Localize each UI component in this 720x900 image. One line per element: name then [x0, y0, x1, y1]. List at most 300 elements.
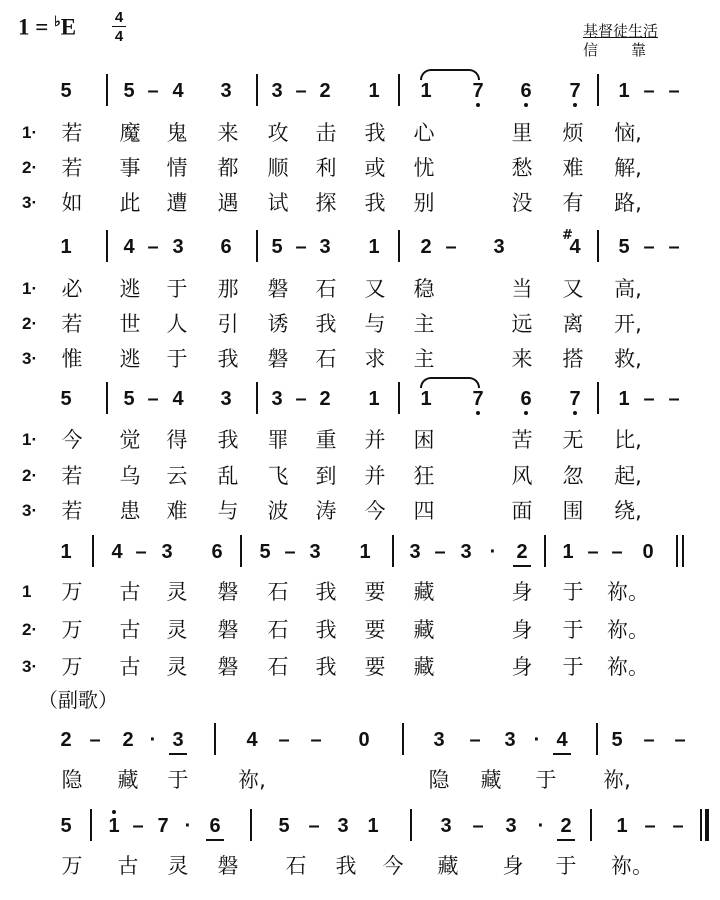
note: 5: [60, 80, 72, 102]
dash: –: [278, 729, 290, 751]
lyric-char: 来: [217, 121, 239, 145]
lyric-char: 忧: [413, 156, 435, 180]
note: 6: [220, 236, 232, 258]
lyric-char: 古: [119, 618, 141, 642]
note: 2: [319, 80, 331, 102]
lyric-char: 要: [364, 618, 386, 642]
note: 6: [211, 541, 223, 563]
lyric-char: 逃: [119, 277, 141, 301]
dash: –: [643, 388, 655, 410]
note: 3: [505, 815, 517, 837]
dash: –: [135, 541, 147, 563]
lyric-char: 愁: [511, 156, 533, 180]
note: 1: [562, 541, 574, 563]
lyric-char: 我: [364, 191, 386, 215]
barline: [106, 382, 108, 414]
verse-number: 3·: [22, 657, 38, 676]
lyric-char: 到: [315, 464, 337, 488]
flat-sign: ♭: [54, 15, 61, 30]
sharp-sign: #: [562, 228, 573, 243]
key-letter: E: [60, 14, 77, 40]
lyric-char: 逃: [119, 347, 141, 371]
low-octave-dot: [476, 411, 480, 415]
lyric-char: 遇: [217, 191, 239, 215]
lyric-char: 我: [315, 655, 337, 679]
lyric-char: 于: [166, 277, 188, 301]
note: 4: [172, 80, 184, 102]
lyric-char: 并: [364, 428, 386, 452]
low-octave-dot: [524, 411, 528, 415]
lyric-char: 我: [364, 121, 386, 145]
lyric-char: 要: [364, 580, 386, 604]
lyric-char: 我: [217, 428, 239, 452]
note: 2: [122, 729, 134, 751]
note: 3: [460, 541, 472, 563]
lyric-char: 鬼: [166, 121, 188, 145]
dash: –: [643, 236, 655, 258]
verse-number: 3·: [22, 349, 38, 368]
lyric-char: 于: [166, 347, 188, 371]
lyric-char: 来: [511, 347, 533, 371]
lyric-char: 魔: [119, 121, 141, 145]
note: 3: [271, 80, 283, 102]
lyric-char: 身: [511, 618, 533, 642]
lyric-char: 藏: [413, 655, 435, 679]
lyric-char: 搭: [562, 347, 584, 371]
lyric-char: 诱: [267, 312, 289, 336]
verse-number: 3·: [22, 501, 38, 520]
lyric-char: 并: [364, 464, 386, 488]
lyric-char: 古: [117, 854, 139, 878]
note: 5: [123, 80, 135, 102]
note: 1: [367, 815, 379, 837]
lyric-char: 稳: [413, 277, 435, 301]
lyric-char: 那: [217, 277, 239, 301]
barline: [106, 230, 108, 262]
note: 1: [368, 388, 380, 410]
note: 0: [358, 729, 370, 751]
note: 5: [618, 236, 630, 258]
lyric-char: 乌: [119, 464, 141, 488]
augmentation-dot: ·: [489, 541, 497, 563]
lyric-char: 磐: [217, 580, 239, 604]
lyric-char: 围: [562, 499, 584, 523]
verse-number: 1: [22, 582, 32, 601]
lyric-char: 必: [61, 277, 83, 301]
barline: [92, 535, 94, 567]
low-octave-dot: [476, 103, 480, 107]
note: 6: [209, 815, 221, 837]
dash: –: [668, 80, 680, 102]
lyric-char: 忽: [562, 464, 584, 488]
source-subtitle: 信 靠: [583, 41, 648, 59]
note: 7: [472, 80, 484, 102]
lyric-char: 灵: [166, 618, 188, 642]
note: 3: [319, 236, 331, 258]
note: 1: [420, 388, 432, 410]
dash: –: [472, 815, 484, 837]
lyric-char: 祢。: [607, 655, 649, 679]
lyric-char: 烦: [562, 121, 584, 145]
lyric-char: 恼,: [614, 121, 642, 145]
lyric-char: 祢,: [603, 768, 631, 792]
lyric-char: 重: [315, 428, 337, 452]
low-octave-dot: [573, 411, 577, 415]
barline: [398, 74, 400, 106]
note: 1: [108, 815, 120, 837]
verse-number: 2·: [22, 314, 38, 333]
dash: –: [611, 541, 623, 563]
note: 3: [172, 236, 184, 258]
lyric-char: 万: [61, 580, 83, 604]
augmentation-dot: ·: [537, 815, 545, 837]
lyric-char: 困: [413, 428, 435, 452]
lyric-char: 引: [217, 312, 239, 336]
lyric-char: 磐: [267, 347, 289, 371]
dash: –: [674, 729, 686, 751]
lyric-char: 解,: [614, 156, 642, 180]
lyric-char: 磐: [217, 655, 239, 679]
note: 1: [60, 236, 72, 258]
lyric-char: 绕,: [614, 499, 642, 523]
lyric-char: 石: [267, 655, 289, 679]
lyric-char: 云: [166, 464, 188, 488]
lyric-char: 起,: [614, 464, 642, 488]
note: 3: [504, 729, 516, 751]
barline: [596, 723, 598, 755]
lyric-char: 此: [119, 191, 141, 215]
lyric-char: 世: [119, 312, 141, 336]
dash: –: [295, 80, 307, 102]
barline: [398, 230, 400, 262]
barline: [597, 74, 599, 106]
dash: –: [672, 815, 684, 837]
lyric-char: 我: [315, 618, 337, 642]
note: 1: [368, 236, 380, 258]
lyric-char: 利: [315, 156, 337, 180]
lyric-char: 得: [166, 428, 188, 452]
lyric-char: 主: [413, 312, 435, 336]
lyric-char: 事: [119, 156, 141, 180]
lyric-char: 当: [511, 277, 533, 301]
lyric-char: 我: [217, 347, 239, 371]
note: 3: [440, 815, 452, 837]
dash: –: [644, 815, 656, 837]
lyric-char: 波: [267, 499, 289, 523]
lyric-char: 无: [562, 428, 584, 452]
barline: [682, 535, 684, 567]
augmentation-dot: ·: [533, 729, 541, 751]
dash: –: [434, 541, 446, 563]
note: 1: [618, 80, 630, 102]
note: 7: [157, 815, 169, 837]
lyric-char: 今: [382, 854, 404, 878]
lyric-char: 狂: [413, 464, 435, 488]
lyric-char: 患: [119, 499, 141, 523]
lyric-char: 都: [217, 156, 239, 180]
lyric-char: 有: [562, 191, 584, 215]
lyric-char: 隐: [428, 768, 450, 792]
lyric-char: 救,: [614, 347, 642, 371]
lyric-char: 石: [285, 854, 307, 878]
lyric-char: 心: [413, 121, 435, 145]
lyric-char: 若: [61, 156, 83, 180]
note: 7: [472, 388, 484, 410]
dash: –: [295, 236, 307, 258]
barline: [106, 74, 108, 106]
lyric-char: 涛: [315, 499, 337, 523]
note: 5: [60, 388, 72, 410]
lyric-char: 磐: [217, 854, 239, 878]
note: 1: [616, 815, 628, 837]
note: 4: [569, 236, 581, 258]
lyric-char: 面: [511, 499, 533, 523]
lyric-char: 今: [364, 499, 386, 523]
note: 2: [319, 388, 331, 410]
lyric-char: 藏: [437, 854, 459, 878]
lyric-char: 万: [61, 854, 83, 878]
lyric-char: 祢。: [611, 854, 653, 878]
note: 0: [642, 541, 654, 563]
lyric-char: 击: [315, 121, 337, 145]
lyric-char: 罪: [267, 428, 289, 452]
lyric-char: 难: [562, 156, 584, 180]
augmentation-dot: ·: [149, 729, 157, 751]
lyric-char: 又: [562, 277, 584, 301]
dash: –: [310, 729, 322, 751]
dash: –: [89, 729, 101, 751]
note: 1: [359, 541, 371, 563]
lyric-char: 祢。: [607, 618, 649, 642]
lyric-char: 求: [364, 347, 386, 371]
key-signature: [18, 14, 76, 41]
final-barline-thick: [705, 809, 709, 841]
meter-divider: [112, 26, 126, 27]
lyric-char: 苦: [511, 428, 533, 452]
verse-number: 1·: [22, 430, 38, 449]
lyric-char: 藏: [480, 768, 502, 792]
lyric-char: 探: [315, 191, 337, 215]
lyric-char: 于: [562, 618, 584, 642]
dash: –: [147, 236, 159, 258]
note: 2: [516, 541, 528, 563]
note: 5: [123, 388, 135, 410]
lyric-char: 别: [413, 191, 435, 215]
lyric-char: 石: [267, 580, 289, 604]
barline: [250, 809, 252, 841]
dash: –: [147, 388, 159, 410]
lyric-char: 古: [119, 655, 141, 679]
lyric-char: 比,: [614, 428, 642, 452]
dash: –: [668, 388, 680, 410]
lyric-char: 如: [61, 191, 83, 215]
note: 3: [337, 815, 349, 837]
verse-number: 3·: [22, 193, 38, 212]
note: 7: [569, 80, 581, 102]
note: 1: [618, 388, 630, 410]
verse-number: 2·: [22, 620, 38, 639]
lyric-char: 难: [166, 499, 188, 523]
lyric-char: 万: [61, 618, 83, 642]
note: 3: [172, 729, 184, 751]
lyric-char: 石: [315, 277, 337, 301]
lyric-char: 里: [511, 121, 533, 145]
lyric-char: 试: [267, 191, 289, 215]
lyric-char: 灵: [167, 854, 189, 878]
barline: [398, 382, 400, 414]
dash: –: [132, 815, 144, 837]
note: 4: [172, 388, 184, 410]
eighth-underline: [169, 753, 187, 755]
dash: –: [469, 729, 481, 751]
final-barline-thin: [700, 809, 702, 841]
lyric-char: 若: [61, 464, 83, 488]
chorus-label: （副歌）: [38, 688, 118, 712]
barline: [410, 809, 412, 841]
note: 2: [560, 815, 572, 837]
note: 5: [611, 729, 623, 751]
note: 3: [309, 541, 321, 563]
barline: [597, 382, 599, 414]
lyric-char: 主: [413, 347, 435, 371]
lyric-char: 藏: [413, 580, 435, 604]
eighth-underline: [206, 839, 224, 841]
dash: –: [147, 80, 159, 102]
lyric-char: 与: [364, 312, 386, 336]
note: 3: [409, 541, 421, 563]
dash: –: [643, 729, 655, 751]
lyric-char: 石: [267, 618, 289, 642]
lyric-char: 四: [413, 499, 435, 523]
augmentation-dot: ·: [184, 815, 192, 837]
lyric-char: 磐: [217, 618, 239, 642]
lyric-char: 若: [61, 499, 83, 523]
verse-number: 1·: [22, 279, 38, 298]
lyric-char: 远: [511, 312, 533, 336]
barline: [90, 809, 92, 841]
barline: [676, 535, 678, 567]
lyric-char: 祢。: [607, 580, 649, 604]
note: 3: [433, 729, 445, 751]
barline: [240, 535, 242, 567]
barline: [256, 74, 258, 106]
eighth-underline: [557, 839, 575, 841]
note: 3: [161, 541, 173, 563]
meter-top: 4: [114, 9, 124, 26]
note: 4: [111, 541, 123, 563]
lyric-char: 攻: [267, 121, 289, 145]
barline: [256, 382, 258, 414]
lyric-char: 藏: [117, 768, 139, 792]
lyric-char: 开,: [614, 312, 642, 336]
lyric-char: 若: [61, 121, 83, 145]
eighth-underline: [553, 753, 571, 755]
dash: –: [445, 236, 457, 258]
lyric-char: 离: [562, 312, 584, 336]
lyric-char: 乱: [217, 464, 239, 488]
lyric-char: 又: [364, 277, 386, 301]
lyric-char: 石: [315, 347, 337, 371]
note: 7: [569, 388, 581, 410]
note: 3: [220, 388, 232, 410]
lyric-char: 身: [502, 854, 524, 878]
lyric-char: 高,: [614, 277, 642, 301]
lyric-char: 路,: [614, 191, 642, 215]
note: 4: [246, 729, 258, 751]
lyric-char: 我: [315, 580, 337, 604]
note: 5: [259, 541, 271, 563]
lyric-char: 人: [166, 312, 188, 336]
meter-bottom: 4: [114, 28, 124, 45]
lyric-char: 万: [61, 655, 83, 679]
note: 1: [368, 80, 380, 102]
lyric-char: 祢,: [238, 768, 266, 792]
note: 5: [278, 815, 290, 837]
lyric-char: 或: [364, 156, 386, 180]
lyric-char: 藏: [413, 618, 435, 642]
eighth-underline: [513, 565, 531, 567]
high-octave-dot: [112, 810, 116, 814]
lyric-char: 今: [61, 428, 83, 452]
source-title: 基督徒生活: [583, 22, 659, 40]
lyric-char: 身: [511, 580, 533, 604]
lyric-char: 与: [217, 499, 239, 523]
verse-number: 2·: [22, 158, 38, 177]
barline: [544, 535, 546, 567]
lyric-char: 灵: [166, 655, 188, 679]
tie-arc: [420, 69, 480, 80]
lyric-char: 飞: [267, 464, 289, 488]
lyric-char: 觉: [119, 428, 141, 452]
lyric-char: 我: [335, 854, 357, 878]
lyric-char: 灵: [166, 580, 188, 604]
lyric-char: 于: [562, 580, 584, 604]
note: 5: [60, 815, 72, 837]
lyric-char: 于: [535, 768, 557, 792]
lyric-char: 要: [364, 655, 386, 679]
lyric-char: 惟: [61, 347, 83, 371]
verse-number: 1·: [22, 123, 38, 142]
note: 3: [271, 388, 283, 410]
note: 5: [271, 236, 283, 258]
note: 3: [220, 80, 232, 102]
note: 1: [60, 541, 72, 563]
key-prefix: 1 =: [18, 14, 49, 40]
dash: –: [643, 80, 655, 102]
lyric-char: 于: [167, 768, 189, 792]
lyric-char: 顺: [267, 156, 289, 180]
lyric-char: 磐: [267, 277, 289, 301]
lyric-char: 情: [166, 156, 188, 180]
barline: [590, 809, 592, 841]
barline: [402, 723, 404, 755]
verse-number: 2·: [22, 466, 38, 485]
barline: [214, 723, 216, 755]
lyric-char: 遭: [166, 191, 188, 215]
low-octave-dot: [524, 103, 528, 107]
lyric-char: 于: [562, 655, 584, 679]
note: 6: [520, 388, 532, 410]
barline: [256, 230, 258, 262]
lyric-char: 没: [511, 191, 533, 215]
note: 4: [123, 236, 135, 258]
dash: –: [587, 541, 599, 563]
lyric-char: 风: [511, 464, 533, 488]
barline: [597, 230, 599, 262]
dash: –: [295, 388, 307, 410]
note: 2: [60, 729, 72, 751]
lyric-char: 于: [555, 854, 577, 878]
